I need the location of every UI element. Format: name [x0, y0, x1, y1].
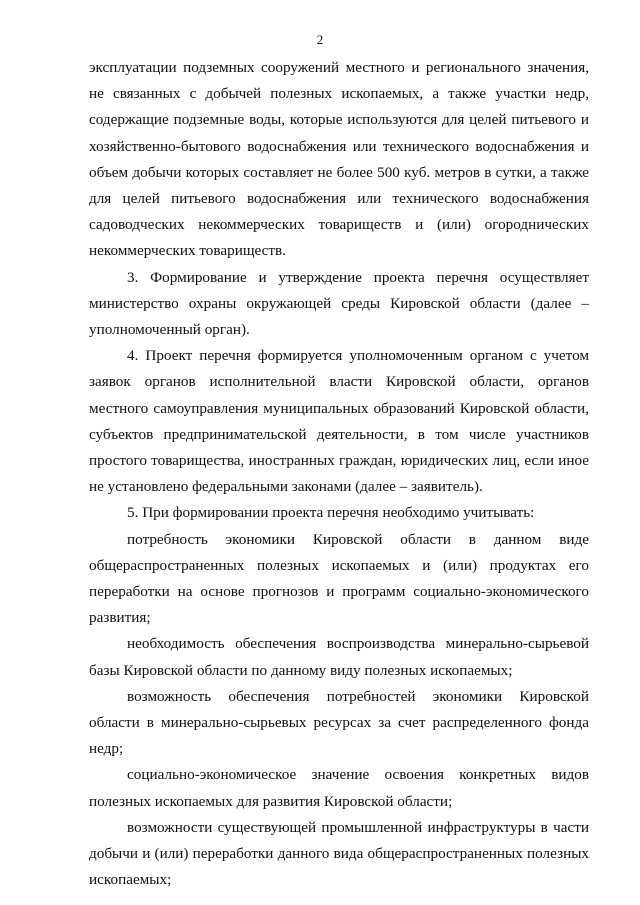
paragraph-continuation: эксплуатации подземных сооружений местного и регионального значения, не связанных с добычей полезных ископаемых, а также участки недр, содержащие подземные воды, которые используются для целей питьевого и хозяйственно-бытового водоснабжения или технического водоснабжения и объем добычи которых составляет не более 500 куб. метров в сутки, а также для целей питьевого водоснабжения или технического водоснабжения садоводческих некоммерческих товариществ и (или) огороднических некоммерческих товариществ. [89, 59, 589, 260]
page-number: 2 [316, 32, 324, 47]
paragraph-5-resources: возможность обеспечения потребностей экономики Кировской области в минерально-сырьевых ресурсах за счет распределенного фонда недр; [89, 687, 589, 758]
document-body [89, 55, 589, 894]
paragraph-4: 4. Проект перечня формируется уполномоченным органом с учетом заявок органов исполнительной власти Кировской области, органов местного самоуправления муниципальных образований Кировской области, субъектов предпринимательской деятельности, в том числе участников простого товарищества, иностранных граждан, юридических лиц, если иное не установлено федеральными законами (далее – заявитель). [89, 347, 589, 496]
paragraph-5-socioeconomic: социально-экономическое значение освоения конкретных видов полезных ископаемых для развития Кировской области; [89, 766, 589, 810]
paragraph-3: 3. Формирование и утверждение проекта перечня осуществляет министерство охраны окружающей среды Кировской области (далее – уполномоченный орган). [89, 268, 589, 339]
paragraph-5-infrastructure: возможности существующей промышленной инфраструктуры в части добычи и (или) переработки данного вида общераспространенных полезных ископаемых; [89, 818, 589, 889]
paragraph-5-need: потребность экономики Кировской области в данном виде общераспространенных полезных ископаемых и (или) продуктах его переработки на основе прогнозов и программ социально-экономического развития; [89, 530, 589, 627]
paragraph-5: 5. При формировании проекта перечня необходимо учитывать: [127, 504, 535, 522]
paragraph-5-reproduction: необходимость обеспечения воспроизводства минерально-сырьевой базы Кировской области по данному виду полезных ископаемых; [89, 635, 589, 679]
